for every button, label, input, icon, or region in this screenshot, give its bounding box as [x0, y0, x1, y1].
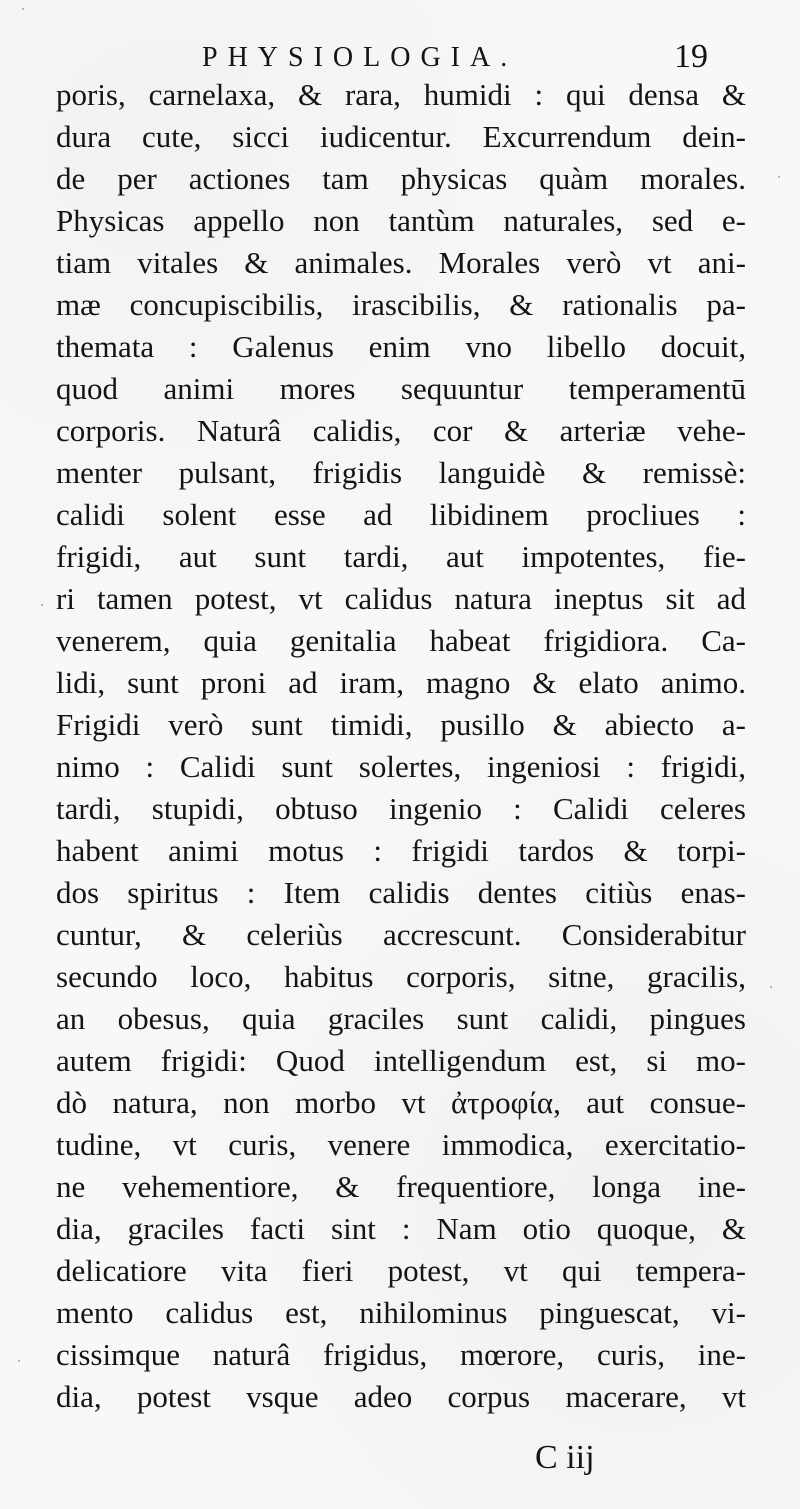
text-line-10: menter pulsant, frigidis languidè & remissè: [56, 455, 746, 490]
paper-speck [18, 1360, 20, 1362]
text-line-13: ri tamen potest, vt calidus natura ineptus sit ad [56, 581, 746, 616]
page-number: 19 [674, 38, 708, 75]
text-line-29: delicatiore vita fieri potest, vt qui tempera- [56, 1253, 746, 1288]
text-line-22: secundo loco, habitus corporis, sitne, gracilis, [56, 959, 746, 994]
paper-speck [41, 604, 43, 606]
text-line-28: dia, graciles facti sint : Nam otio quoque, & [56, 1211, 746, 1246]
text-line-32: dia, potest vsque adeo corpus macerare, vt [56, 1379, 746, 1414]
running-title: PHYSIOLOGIA. [202, 42, 518, 73]
text-line-23: an obesus, quia graciles sunt calidi, pingues [56, 1001, 746, 1036]
body-text [56, 73, 746, 1443]
text-line-16: Frigidi verò sunt timidi, pusillo & abiecto a- [56, 707, 746, 742]
paper-speck [22, 8, 24, 10]
text-line-6: mæ concupiscibilis, irascibilis, & rationalis pa- [56, 287, 746, 322]
text-line-26: tudine, vt curis, venere immodica, exercitatio- [56, 1127, 746, 1162]
text-line-24: autem frigidi: Quod intelligendum est, si mo- [56, 1043, 746, 1078]
text-line-15: lidi, sunt proni ad iram, magno & elato animo. [56, 665, 746, 700]
text-line-5: tiam vitales & animales. Morales verò vt ani- [56, 245, 746, 280]
text-line-7: themata : Galenus enim vno libello docuit, [56, 329, 746, 364]
text-line-2: dura cute, sicci iudicentur. Excurrendum dein- [56, 119, 746, 154]
text-line-3: de per actiones tam physicas quàm morales. [56, 161, 746, 196]
text-line-9: corporis. Naturâ calidis, cor & arteriæ vehe- [56, 413, 746, 448]
text-line-4: Physicas appello non tantùm naturales, sed e- [56, 203, 746, 238]
text-line-31: cissimque naturâ frigidus, mœrore, curis, ine- [56, 1337, 746, 1372]
text-line-20: dos spiritus : Item calidis dentes citiùs enas- [56, 875, 746, 910]
text-line-8: quod animi mores sequuntur temperamentū [56, 371, 746, 406]
paper-speck [731, 94, 733, 96]
signature-mark: C iij [535, 1439, 595, 1476]
text-line-1: poris, carnelaxa, & rara, humidi : qui densa & [56, 77, 746, 112]
page-header [0, 26, 800, 76]
paper-speck [778, 176, 780, 178]
text-line-14: venerem, quia genitalia habeat frigidiora. Ca- [56, 623, 746, 658]
text-line-18: tardi, stupidi, obtuso ingenio : Calidi celeres [56, 791, 746, 826]
text-line-17: nimo : Calidi sunt solertes, ingeniosi : frigidi, [56, 749, 746, 784]
paper-speck [770, 986, 772, 988]
text-line-25: dò natura, non morbo vt ἀτροφία, aut consue- [56, 1085, 746, 1120]
text-line-27: ne vehementiore, & frequentiore, longa ine- [56, 1169, 746, 1204]
text-line-21: cuntur, & celeriùs accrescunt. Considerabitur [56, 917, 746, 952]
text-line-12: frigidi, aut sunt tardi, aut impotentes, fie- [56, 539, 746, 574]
text-line-11: calidi solent esse ad libidinem procliues : [56, 497, 746, 532]
text-line-30: mento calidus est, nihilominus pinguescat, vi- [56, 1295, 746, 1330]
text-line-19: habent animi motus : frigidi tardos & torpi- [56, 833, 746, 868]
